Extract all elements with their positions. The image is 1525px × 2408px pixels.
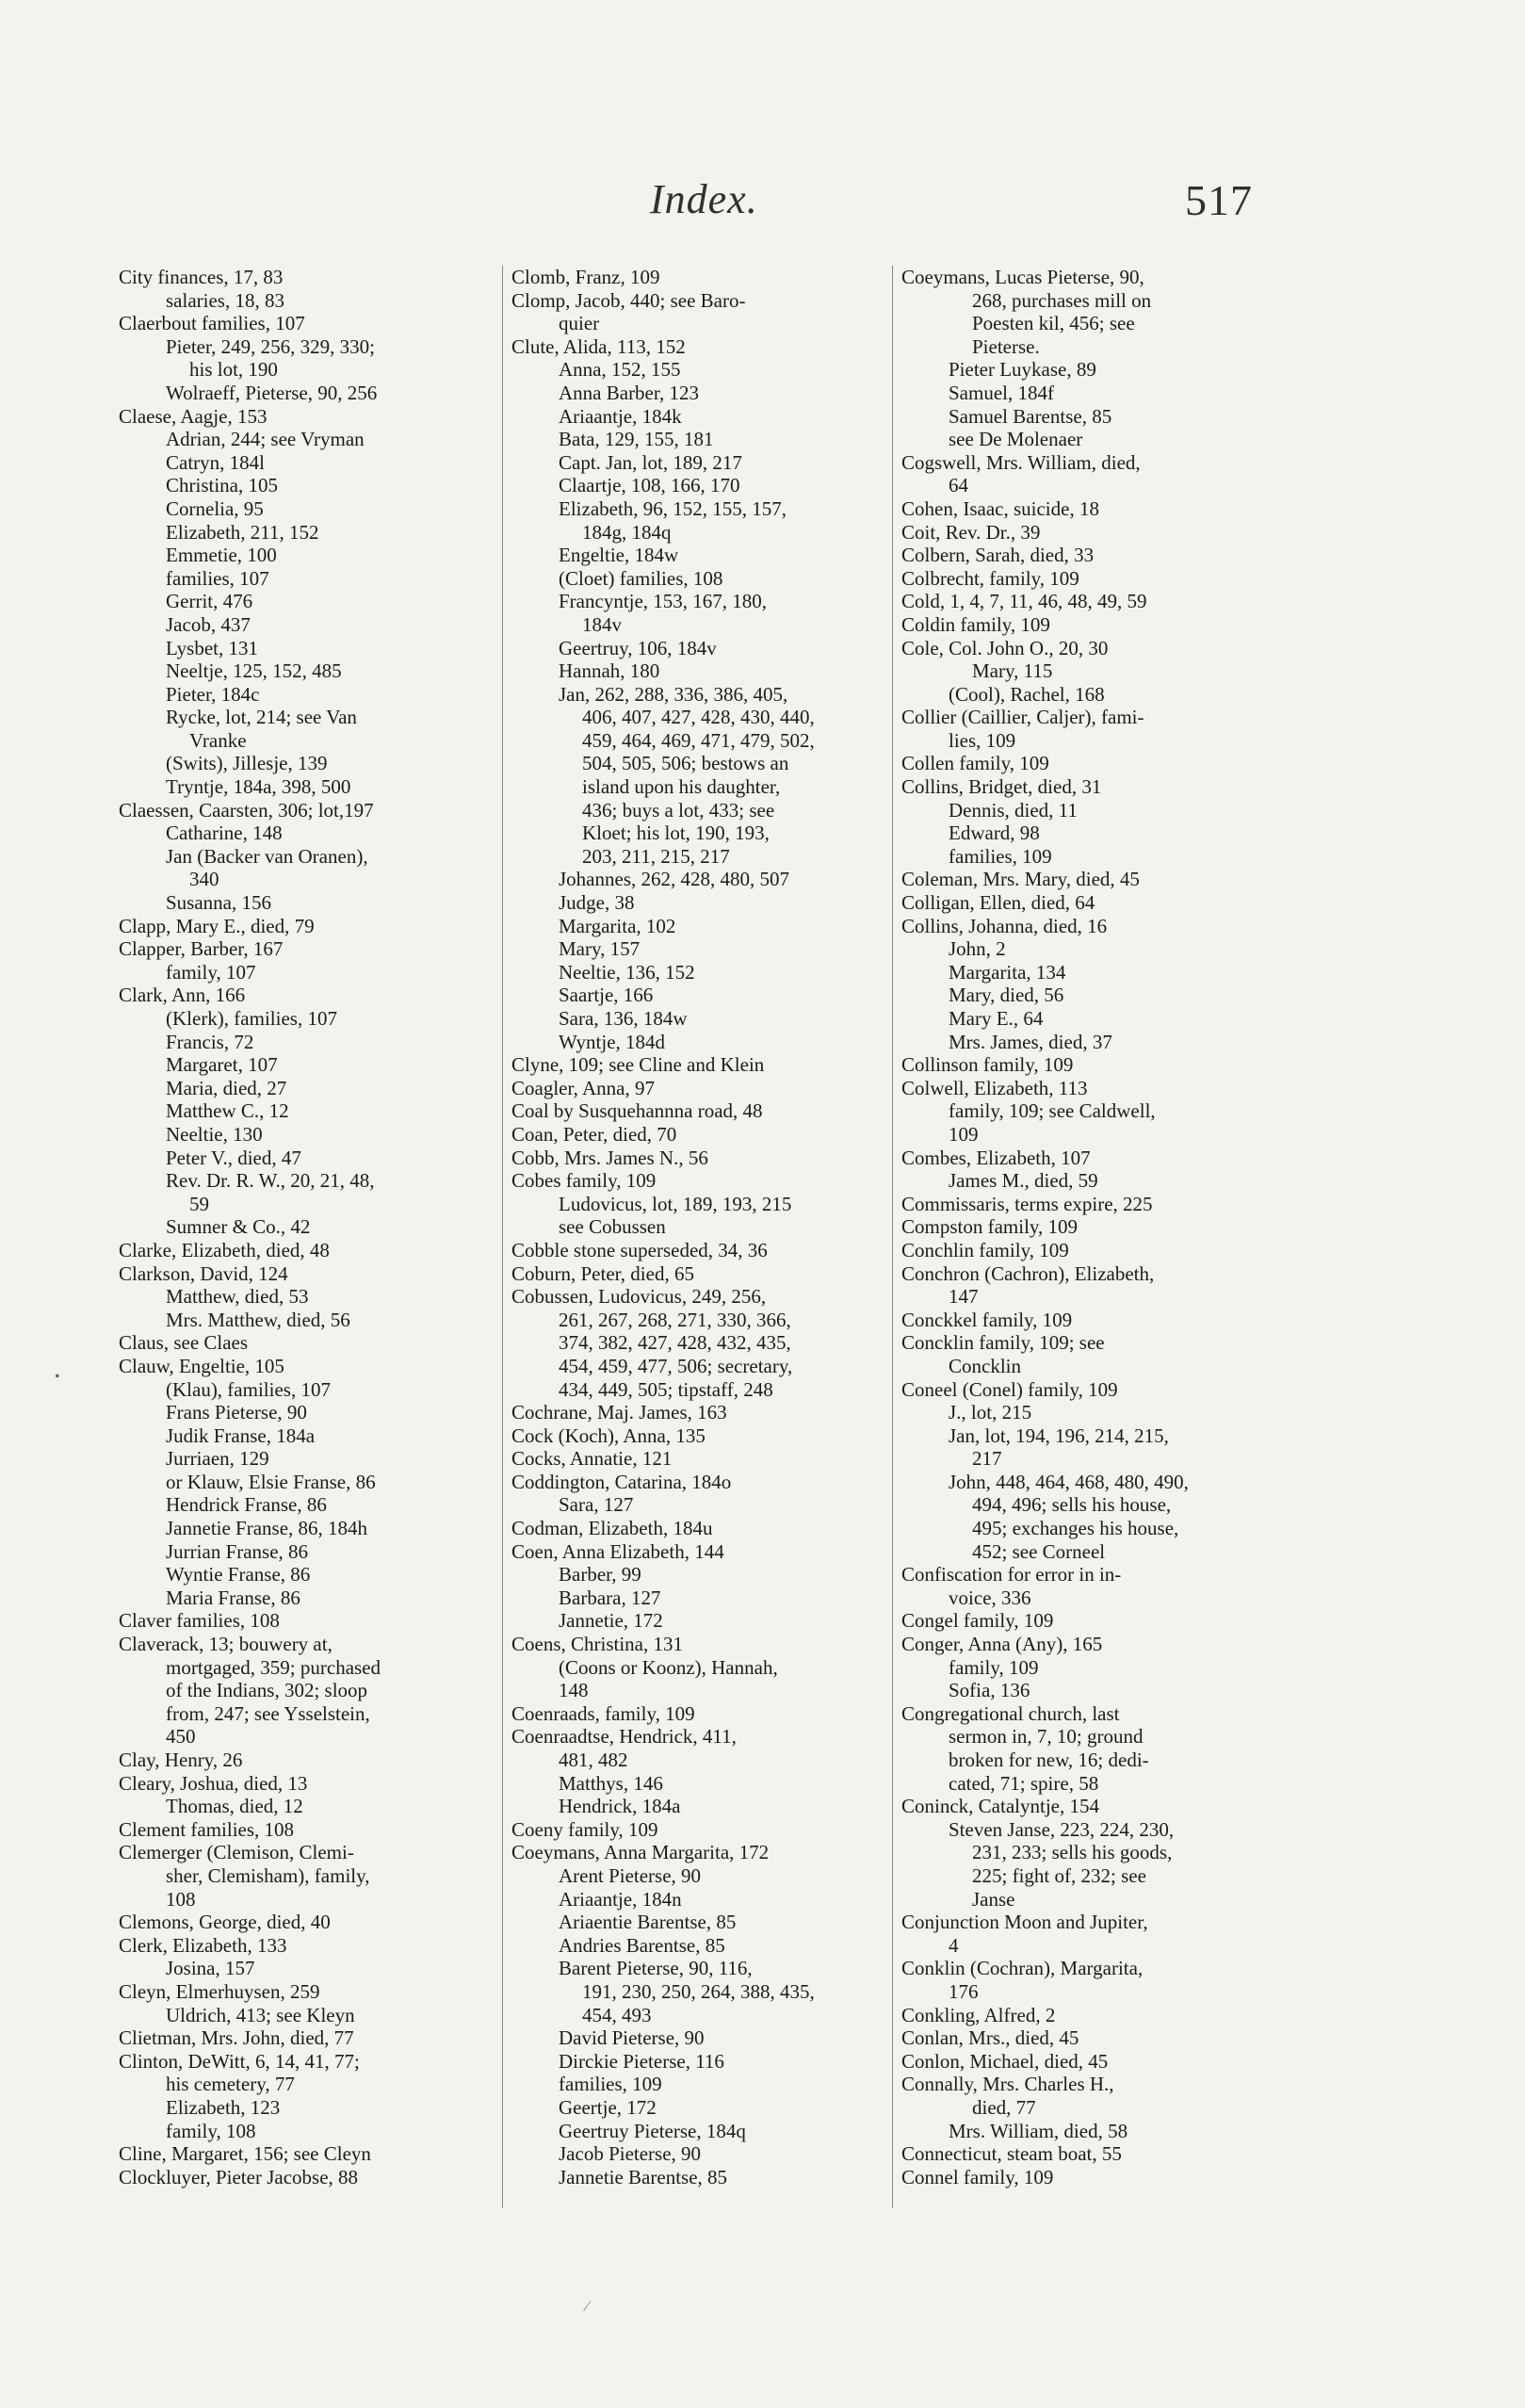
index-entry: (Swits), Jillesje, 139 [166, 752, 328, 775]
index-entry: family, 109; see Caldwell, [949, 1099, 1156, 1123]
index-column-2 [511, 266, 881, 2235]
index-entry: Coeymans, Anna Margarita, 172 [511, 1841, 770, 1864]
index-entry: Jurriaen, 129 [166, 1447, 269, 1471]
index-entry: families, 107 [166, 566, 269, 590]
index-entry: Cohen, Isaac, suicide, 18 [901, 496, 1099, 520]
index-entry: Cornelia, 95 [166, 496, 264, 520]
index-entry: island upon his daughter, [582, 775, 781, 799]
index-entry: Conlon, Michael, died, 45 [901, 2049, 1109, 2073]
index-entry: Commissaris, terms expire, 225 [901, 1192, 1153, 1215]
index-entry: Kloet; his lot, 190, 193, [582, 822, 770, 845]
index-entry: Colbern, Sarah, died, 33 [901, 544, 1095, 567]
index-entry: Conchron (Cachron), Elizabeth, [901, 1261, 1155, 1285]
index-entry: J., lot, 215 [949, 1401, 1032, 1424]
index-entry: Clapper, Barber, 167 [119, 937, 284, 961]
index-entry: Coit, Rev. Dr., 39 [901, 520, 1041, 544]
index-entry: from, 247; see Ysselstein, [166, 1701, 370, 1725]
index-entry: Judge, 38 [559, 891, 635, 915]
index-entry: 406, 407, 427, 428, 430, 440, [582, 706, 815, 729]
index-entry: Poesten kil, 456; see [972, 312, 1135, 335]
index-entry: Clute, Alida, 113, 152 [511, 334, 686, 358]
index-entry: 217 [972, 1447, 1002, 1471]
index-entry: Arent Pieterse, 90 [559, 1863, 702, 1887]
index-entry: Matthys, 146 [559, 1771, 663, 1795]
index-entry: Mary, 157 [559, 937, 641, 961]
index-entry: Elizabeth, 96, 152, 155, 157, [559, 496, 787, 520]
index-entry: Catharine, 148 [166, 822, 283, 845]
index-entry: Cochrane, Maj. James, 163 [511, 1401, 727, 1424]
index-entry: Cobes family, 109 [511, 1169, 657, 1193]
index-entry: Claese, Aagje, 153 [119, 404, 268, 428]
index-entry: Colbrecht, family, 109 [901, 566, 1079, 590]
index-entry: Clauw, Engeltie, 105 [119, 1354, 284, 1377]
index-entry: Edward, 98 [949, 822, 1040, 845]
index-entry: see Cobussen [559, 1215, 666, 1239]
index-entry: 109 [949, 1122, 979, 1146]
index-entry: family, 109 [949, 1655, 1039, 1679]
index-entry: Emmetie, 100 [166, 544, 277, 567]
index-entry: Ariaantje, 184k [559, 404, 682, 428]
index-entry: Mary E., 64 [949, 1007, 1044, 1030]
index-entry: 495; exchanges his house, [972, 1517, 1179, 1540]
index-entry: Mrs. William, died, 58 [949, 2119, 1128, 2142]
index-entry: Collins, Bridget, died, 31 [901, 775, 1102, 799]
index-entry: Colwell, Elizabeth, 113 [901, 1076, 1088, 1099]
index-entry: Matthew, died, 53 [166, 1285, 309, 1309]
index-entry: Geertruy, 106, 184v [559, 636, 717, 659]
index-entry: mortgaged, 359; purchased [166, 1655, 381, 1679]
index-entry: Elizabeth, 123 [166, 2095, 281, 2119]
index-entry: John, 2 [949, 937, 1006, 961]
index-entry: Coneel (Conel) family, 109 [901, 1377, 1118, 1401]
index-entry: Hannah, 180 [559, 659, 660, 683]
index-entry: sermon in, 7, 10; ground [949, 1725, 1144, 1749]
index-entry: Barbara, 127 [559, 1586, 661, 1609]
index-entry: Anna Barber, 123 [559, 381, 700, 404]
index-entry: families, 109 [949, 844, 1052, 868]
index-entry: Claver families, 108 [119, 1609, 280, 1633]
index-entry: salaries, 18, 83 [166, 288, 284, 312]
index-entry: James M., died, 59 [949, 1169, 1098, 1193]
index-entry: 191, 230, 250, 264, 388, 435, [582, 1979, 815, 2003]
column-divider-2 [892, 266, 893, 2208]
index-entry: 176 [949, 1979, 979, 2003]
index-entry: Capt. Jan, lot, 189, 217 [559, 450, 742, 474]
index-entry: Clomb, Franz, 109 [511, 266, 660, 288]
index-entry: Barent Pieterse, 90, 116, [559, 1957, 753, 1980]
index-entry: Jacob Pieterse, 90 [559, 2142, 702, 2166]
index-entry: Clemerger (Clemison, Clemi- [119, 1841, 354, 1864]
index-entry: Francyntje, 153, 167, 180, [559, 590, 768, 613]
index-entry: 108 [166, 1887, 196, 1911]
index-entry: Vranke [189, 728, 247, 752]
index-entry: Margarita, 134 [949, 960, 1066, 984]
index-entry: Claus, see Claes [119, 1331, 249, 1355]
index-entry: Mrs. Matthew, died, 56 [166, 1308, 350, 1331]
index-entry: Jacob, 437 [166, 612, 251, 636]
index-entry: Connally, Mrs. Charles H., [901, 2073, 1114, 2096]
index-entry: Clerk, Elizabeth, 133 [119, 1933, 287, 1957]
index-entry: 434, 449, 505; tipstaff, 248 [559, 1377, 773, 1401]
index-entry: Anna, 152, 155 [559, 358, 681, 382]
index-entry: Conjunction Moon and Jupiter, [901, 1911, 1148, 1934]
index-entry: Coan, Peter, died, 70 [511, 1122, 677, 1146]
index-entry: Cock (Koch), Anna, 135 [511, 1424, 706, 1447]
index-entry: Francis, 72 [166, 1030, 254, 1053]
index-entry: Lysbet, 131 [166, 636, 258, 659]
index-entry: Compston family, 109 [901, 1215, 1079, 1239]
index-entry: 184g, 184q [582, 520, 672, 544]
index-entry: Clockluyer, Pieter Jacobse, 88 [119, 2165, 359, 2188]
index-entry: Claessen, Caarsten, 306; lot,197 [119, 798, 374, 822]
index-entry: Hendrick, 184a [559, 1795, 681, 1818]
index-entry: Coenraadtse, Hendrick, 411, [511, 1725, 737, 1749]
index-entry: Rev. Dr. R. W., 20, 21, 48, [166, 1169, 375, 1193]
index-entry: Mary, 115 [972, 659, 1053, 683]
index-entry: Bata, 129, 155, 181 [559, 428, 714, 451]
index-entry: Coen, Anna Elizabeth, 144 [511, 1539, 724, 1563]
index-entry: Elizabeth, 211, 152 [166, 520, 319, 544]
index-entry: (Klerk), families, 107 [166, 1007, 337, 1030]
index-entry: Thomas, died, 12 [166, 1795, 303, 1818]
index-entry: Hendrick Franse, 86 [166, 1493, 327, 1517]
index-entry: 59 [189, 1192, 209, 1215]
index-entry: Ariaantje, 184n [559, 1887, 682, 1911]
index-entry: Janse [972, 1887, 1015, 1911]
index-entry: broken for new, 16; dedi- [949, 1749, 1149, 1771]
index-entry: Christina, 105 [166, 474, 278, 497]
index-entry: Collier (Caillier, Caljer), fami- [901, 706, 1144, 729]
index-entry: Margaret, 107 [166, 1053, 278, 1077]
index-entry: Concklin family, 109; see [901, 1331, 1105, 1355]
index-entry: 64 [949, 474, 968, 497]
index-entry: Coldin family, 109 [901, 612, 1050, 636]
index-entry: Maria, died, 27 [166, 1076, 287, 1099]
index-entry: Cocks, Annatie, 121 [511, 1447, 673, 1471]
index-entry: Jurrian Franse, 86 [166, 1539, 309, 1563]
index-entry: 184v [582, 612, 622, 636]
index-entry: Saartje, 166 [559, 984, 654, 1007]
stray-mark: • [55, 1369, 60, 1385]
index-entry: Coagler, Anna, 97 [511, 1076, 655, 1099]
index-entry: Cobb, Mrs. James N., 56 [511, 1146, 708, 1169]
index-entry: 340 [189, 868, 219, 891]
index-entry: family, 107 [166, 960, 256, 984]
index-entry: Congregational church, last [901, 1701, 1120, 1725]
index-entry: 454, 459, 477, 506; secretary, [559, 1354, 793, 1377]
index-entry: Wyntie Franse, 86 [166, 1563, 311, 1586]
index-entry: Codman, Elizabeth, 184u [511, 1517, 713, 1540]
index-entry: Conklin (Cochran), Margarita, [901, 1957, 1144, 1980]
index-entry: Pieter Luykase, 89 [949, 358, 1096, 382]
index-entry: Connecticut, steam boat, 55 [901, 2142, 1122, 2166]
index-entry: Clinton, DeWitt, 6, 14, 41, 77; [119, 2049, 360, 2073]
index-entry: Coenraads, family, 109 [511, 1701, 695, 1725]
index-entry: (Cool), Rachel, 168 [949, 682, 1105, 706]
index-entry: Pieterse. [972, 334, 1040, 358]
index-entry: Claartje, 108, 166, 170 [559, 474, 740, 497]
index-entry: Catryn, 184l [166, 450, 265, 474]
index-entry: 436; buys a lot, 433; see [582, 798, 775, 822]
index-entry: 148 [559, 1679, 589, 1702]
index-entry: Matthew C., 12 [166, 1099, 289, 1123]
index-entry: Tryntje, 184a, 398, 500 [166, 775, 351, 799]
index-entry: Margarita, 102 [559, 914, 676, 937]
index-entry: Conckkel family, 109 [901, 1308, 1073, 1331]
index-entry: Frans Pieterse, 90 [166, 1401, 307, 1424]
index-entry: Maria Franse, 86 [166, 1586, 300, 1609]
index-entry: Neeltje, 125, 152, 485 [166, 659, 342, 683]
page-title: Index. [650, 176, 758, 222]
index-entry: Cogswell, Mrs. William, died, [901, 450, 1141, 474]
index-entry: Clyne, 109; see Cline and Klein [511, 1053, 765, 1077]
index-entry: Sara, 136, 184w [559, 1007, 688, 1030]
index-entry: Conkling, Alfred, 2 [901, 2003, 1056, 2026]
index-entry: quier [559, 312, 600, 335]
index-entry: Collen family, 109 [901, 752, 1049, 775]
index-entry: 268, purchases mill on [972, 288, 1152, 312]
index-entry: his lot, 190 [189, 358, 278, 382]
index-entry: 231, 233; sells his goods, [972, 1841, 1173, 1864]
index-entry: Cleyn, Elmerhuysen, 259 [119, 1979, 320, 2003]
index-entry: Ludovicus, lot, 189, 193, 215 [559, 1192, 792, 1215]
index-entry: Connel family, 109 [901, 2165, 1054, 2188]
index-entry: died, 77 [972, 2095, 1036, 2119]
index-entry: Josina, 157 [166, 1957, 255, 1980]
index-entry: Mary, died, 56 [949, 984, 1064, 1007]
index-entry: Collins, Johanna, died, 16 [901, 914, 1108, 937]
index-entry: his cemetery, 77 [166, 2073, 295, 2096]
index-entry: Confiscation for error in in- [901, 1563, 1122, 1586]
index-entry: Claverack, 13; bouwery at, [119, 1633, 333, 1656]
index-entry: Coninck, Catalyntje, 154 [901, 1795, 1099, 1818]
index-entry: 147 [949, 1285, 979, 1309]
index-entry: Colligan, Ellen, died, 64 [901, 891, 1095, 915]
index-entry: Peter V., died, 47 [166, 1146, 301, 1169]
index-entry: Sofia, 136 [949, 1679, 1030, 1702]
index-entry: Clemons, George, died, 40 [119, 1911, 331, 1934]
index-entry: 203, 211, 215, 217 [582, 844, 730, 868]
index-entry: Cole, Col. John O., 20, 30 [901, 636, 1109, 659]
index-entry: Engeltie, 184w [559, 544, 679, 567]
index-entry: Clarkson, David, 124 [119, 1261, 288, 1285]
index-entry: Samuel, 184f [949, 381, 1054, 404]
index-entry: Jannetie, 172 [559, 1609, 663, 1633]
index-entry: Coal by Susquehannna road, 48 [511, 1099, 763, 1123]
index-entry: Dennis, died, 11 [949, 798, 1078, 822]
index-entry: Jannetie Barentse, 85 [559, 2165, 728, 2188]
index-entry: Cold, 1, 4, 7, 11, 46, 48, 49, 59 [901, 590, 1147, 613]
index-entry: Adrian, 244; see Vryman [166, 428, 365, 451]
index-entry: Clietman, Mrs. John, died, 77 [119, 2026, 354, 2050]
index-entry: 374, 382, 427, 428, 432, 435, [559, 1331, 791, 1355]
index-entry: Congel family, 109 [901, 1609, 1054, 1633]
index-entry: 504, 505, 506; bestows an [582, 752, 789, 775]
index-entry: Geertruy Pieterse, 184q [559, 2119, 746, 2142]
index-entry: Judik Franse, 184a [166, 1424, 316, 1447]
index-entry: Cline, Margaret, 156; see Cleyn [119, 2142, 371, 2166]
index-column-1 [119, 266, 488, 2235]
index-entry: Ariaentie Barentse, 85 [559, 1911, 737, 1934]
index-entry: Coleman, Mrs. Mary, died, 45 [901, 868, 1140, 891]
index-entry: David Pieterse, 90 [559, 2026, 705, 2050]
index-entry: Barber, 99 [559, 1563, 641, 1586]
index-entry: Cobble stone superseded, 34, 36 [511, 1238, 768, 1261]
index-entry: 481, 482 [559, 1749, 628, 1771]
index-entry: Claerbout families, 107 [119, 312, 305, 335]
index-entry: Coeymans, Lucas Pieterse, 90, [901, 266, 1144, 288]
index-entry: Coddington, Catarina, 184o [511, 1470, 732, 1493]
index-entry: lies, 109 [949, 728, 1016, 752]
index-entry: 452; see Corneel [972, 1539, 1106, 1563]
index-entry: Gerrit, 476 [166, 590, 253, 613]
index-entry: Rycke, lot, 214; see Van [166, 706, 357, 729]
index-entry: Cobussen, Ludovicus, 249, 256, [511, 1285, 767, 1309]
index-entry: Sumner & Co., 42 [166, 1215, 311, 1239]
index-entry: City finances, 17, 83 [119, 266, 284, 288]
index-entry: Clay, Henry, 26 [119, 1749, 243, 1771]
index-entry: 261, 267, 268, 271, 330, 366, [559, 1308, 791, 1331]
index-entry: Conlan, Mrs., died, 45 [901, 2026, 1079, 2050]
index-entry: Wyntje, 184d [559, 1030, 666, 1053]
index-entry: 454, 493 [582, 2003, 652, 2026]
index-entry: Jan, lot, 194, 196, 214, 215, [949, 1424, 1169, 1447]
index-entry: (Coons or Koonz), Hannah, [559, 1655, 778, 1679]
index-entry: 459, 464, 469, 471, 479, 502, [582, 728, 815, 752]
index-entry: Clapp, Mary E., died, 79 [119, 914, 315, 937]
index-entry: families, 109 [559, 2073, 662, 2096]
index-entry: Concklin [949, 1354, 1021, 1377]
index-entry: Clement families, 108 [119, 1817, 295, 1841]
index-entry: 494, 496; sells his house, [972, 1493, 1172, 1517]
index-entry: Conger, Anna (Any), 165 [901, 1633, 1103, 1656]
index-entry: 4 [949, 1933, 959, 1957]
index-entry: Collinson family, 109 [901, 1053, 1074, 1077]
index-entry: Wolraeff, Pieterse, 90, 256 [166, 381, 378, 404]
index-entry: Coens, Christina, 131 [511, 1633, 683, 1656]
index-column-3 [901, 266, 1271, 2235]
index-entry: (Klau), families, 107 [166, 1377, 331, 1401]
index-entry: Uldrich, 413; see Kleyn [166, 2003, 355, 2026]
index-entry: of the Indians, 302; sloop [166, 1679, 368, 1702]
index-entry: Jannetie Franse, 86, 184h [166, 1517, 368, 1540]
index-entry: Pieter, 184c [166, 682, 260, 706]
index-entry: sher, Clemisham), family, [166, 1863, 370, 1887]
index-entry: Cleary, Joshua, died, 13 [119, 1771, 308, 1795]
index-entry: cated, 71; spire, 58 [949, 1771, 1099, 1795]
index-entry: Coeny family, 109 [511, 1817, 658, 1841]
index-entry: Mrs. James, died, 37 [949, 1030, 1112, 1053]
index-entry: Sara, 127 [559, 1493, 634, 1517]
index-entry: Clark, Ann, 166 [119, 984, 246, 1007]
index-entry: Neeltie, 136, 152 [559, 960, 695, 984]
page-number: 517 [1185, 176, 1253, 224]
index-entry: Combes, Elizabeth, 107 [901, 1146, 1091, 1169]
index-entry: Clarke, Elizabeth, died, 48 [119, 1238, 330, 1261]
index-entry: Conchlin family, 109 [901, 1238, 1069, 1261]
index-entry: Clomp, Jacob, 440; see Baro- [511, 288, 746, 312]
index-entry: see De Molenaer [949, 428, 1083, 451]
index-entry: 450 [166, 1725, 196, 1749]
index-entry: John, 448, 464, 468, 480, 490, [949, 1470, 1189, 1493]
index-entry: or Klauw, Elsie Franse, 86 [166, 1470, 376, 1493]
column-divider-1 [502, 266, 503, 2208]
index-entry: (Cloet) families, 108 [559, 566, 723, 590]
index-entry: family, 108 [166, 2119, 256, 2142]
index-entry: voice, 336 [949, 1586, 1031, 1609]
index-entry: Jan (Backer van Oranen), [166, 844, 368, 868]
index-entry: 225; fight of, 232; see [972, 1863, 1146, 1887]
index-entry: Susanna, 156 [166, 891, 271, 915]
index-entry: Johannes, 262, 428, 480, 507 [559, 868, 789, 891]
index-entry: Jan, 262, 288, 336, 386, 405, [559, 682, 788, 706]
index-entry: Dirckie Pieterse, 116 [559, 2049, 724, 2073]
index-entry: Neeltie, 130 [166, 1122, 263, 1146]
index-entry: Geertje, 172 [559, 2095, 657, 2119]
index-entry: Pieter, 249, 256, 329, 330; [166, 334, 375, 358]
index-entry: Andries Barentse, 85 [559, 1933, 725, 1957]
index-entry: Samuel Barentse, 85 [949, 404, 1112, 428]
index-entry: Steven Janse, 223, 224, 230, [949, 1817, 1175, 1841]
stray-mark: ⁄ [586, 2299, 589, 2315]
index-entry: Coburn, Peter, died, 65 [511, 1261, 694, 1285]
